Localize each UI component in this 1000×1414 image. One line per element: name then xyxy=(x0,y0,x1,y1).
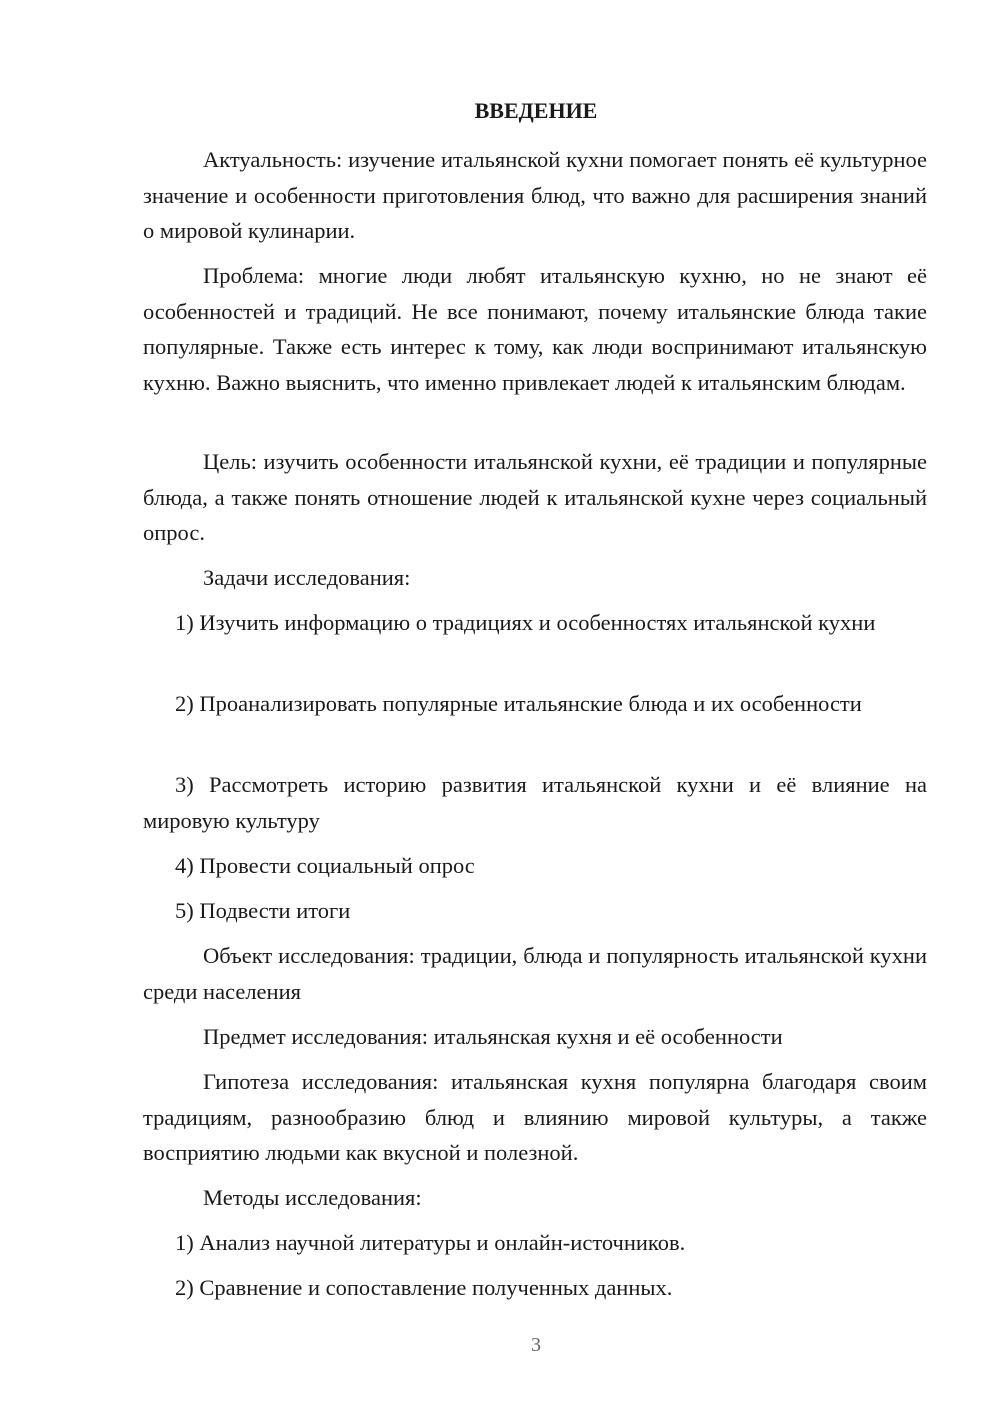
tasks-heading: Задачи исследования: xyxy=(203,565,411,590)
problem-paragraph: Проблема: многие люди любят итальянскую кухню, но не знают её особенностей и традиций. Не все понимают, почему итальянские блюда такие популярные. Также есть интерес к тому, как люди воспринимают итальянскую кухню. Важно выяснить, что именно привлекает людей к итальянским блюдам. xyxy=(143,263,927,395)
page-number: 3 xyxy=(531,1334,541,1356)
task-item-1: 1) Изучить информацию о традициях и особенностях итальянской кухни xyxy=(175,610,876,635)
task-item-3: 3) Рассмотреть историю развития итальянской кухни и её влияние на мировую культуру xyxy=(143,772,927,833)
relevance-paragraph: Актуальность: изучение итальянской кухни помогает понять её культурное значение и особенности приготовления блюд, что важно для расширения знаний о мировой кулинарии. xyxy=(143,147,927,243)
object-paragraph: Объект исследования: традиции, блюда и популярность итальянской кухни среди населения xyxy=(143,943,927,1004)
method-item-1: 1) Анализ научной литературы и онлайн-источников. xyxy=(175,1230,686,1255)
task-item-5: 5) Подвести итоги xyxy=(175,898,351,923)
task-item-2: 2) Проанализировать популярные итальянские блюда и их особенности xyxy=(175,691,862,716)
hypothesis-paragraph: Гипотеза исследования: итальянская кухня популярна благодаря своим традициям, разнообразию блюд и влиянию мировой культуры, а также восприятию людьми как вкусной и полезной. xyxy=(143,1069,927,1165)
section-title: ВВЕДЕНИЕ xyxy=(474,98,598,123)
task-item-4: 4) Провести социальный опрос xyxy=(175,853,475,878)
method-item-2: 2) Сравнение и сопоставление полученных данных. xyxy=(175,1275,673,1300)
methods-heading: Методы исследования: xyxy=(203,1185,422,1210)
goal-paragraph: Цель: изучить особенности итальянской кухни, её традиции и популярные блюда, а также понять отношение людей к итальянской кухне через социальный опрос. xyxy=(143,449,927,545)
subject-paragraph: Предмет исследования: итальянская кухня и её особенности xyxy=(203,1024,783,1049)
